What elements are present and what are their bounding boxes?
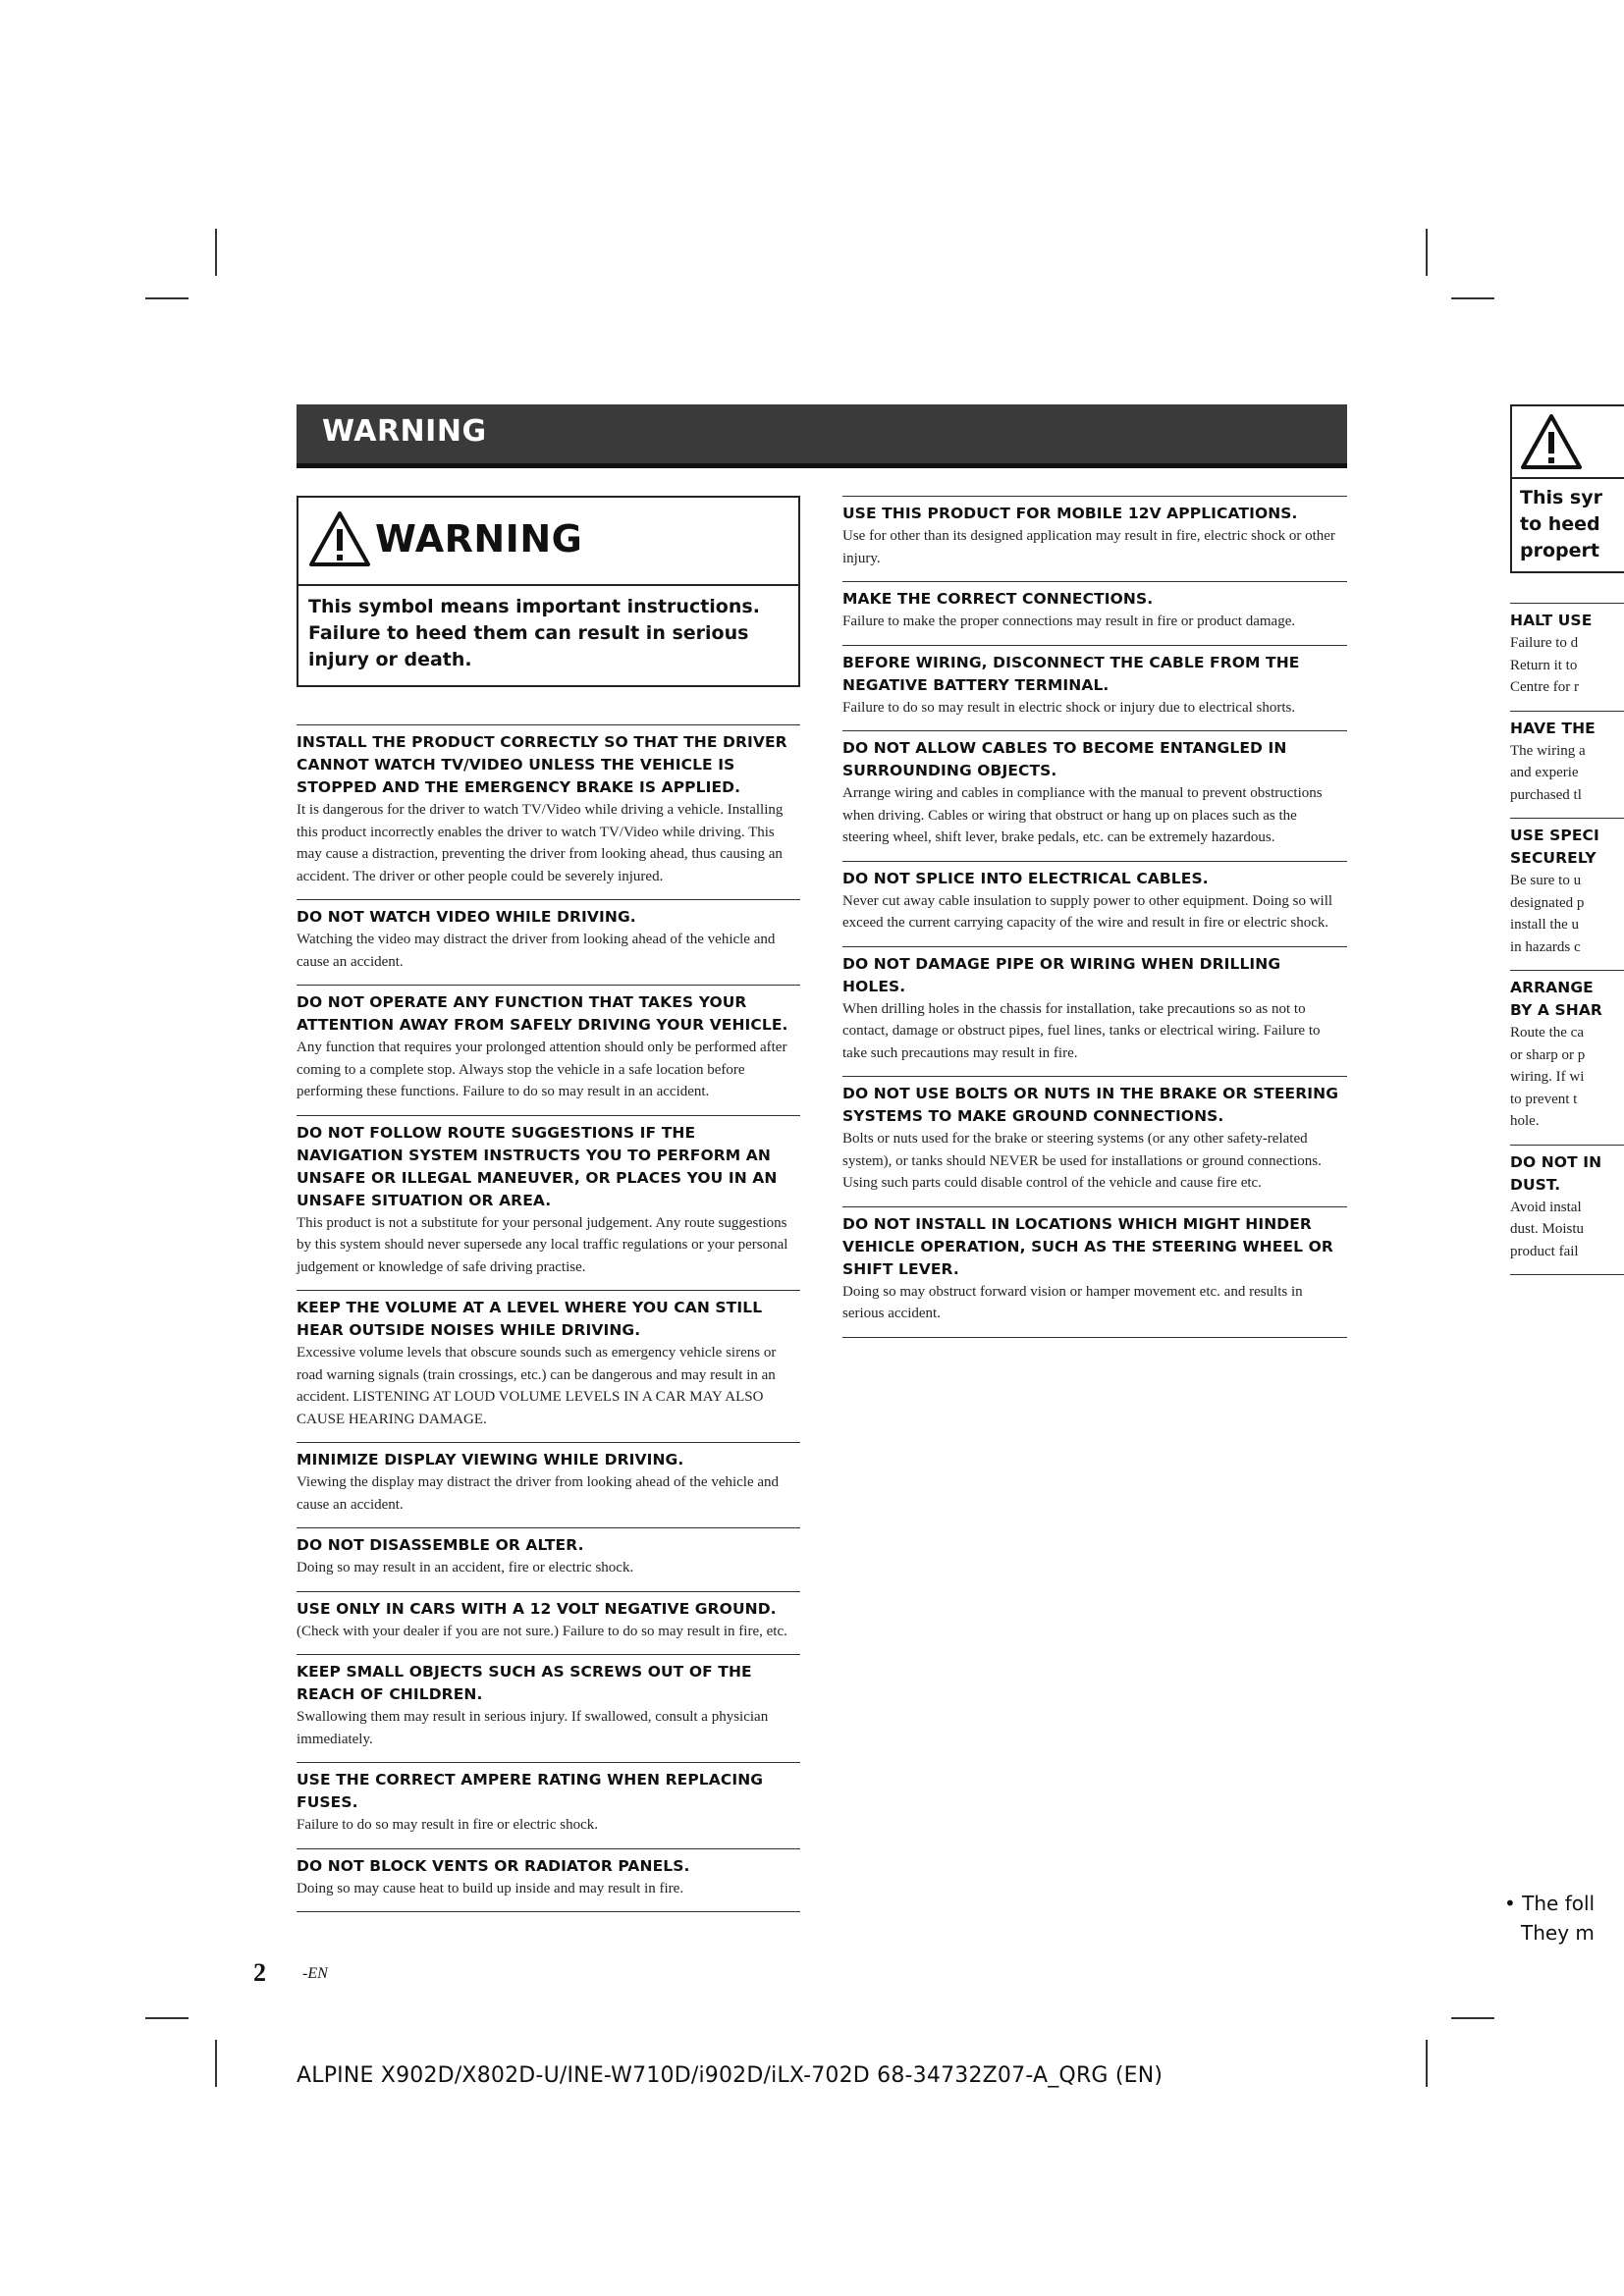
bleed-section-body: designated p	[1510, 894, 1585, 911]
bleed-note-line: • The foll	[1504, 1892, 1596, 1915]
crop-mark	[1451, 297, 1494, 299]
warning-box-title: WARNING	[375, 517, 583, 561]
bleed-box-text	[1520, 485, 1602, 564]
crop-mark	[145, 297, 189, 299]
crop-mark	[1426, 229, 1428, 276]
warning-triangle-icon	[308, 509, 371, 568]
section-heading: DO NOT DAMAGE PIPE OR WIRING WHEN DRILLING HOLES.	[842, 954, 1281, 995]
section-heading: USE THE CORRECT AMPERE RATING WHEN REPLACING FUSES.	[297, 1771, 764, 1811]
bleed-box-line: This syr	[1520, 487, 1602, 508]
section-body: Watching the video may distract the driver from looking ahead of the vehicle and cause an accident.	[297, 932, 776, 970]
crop-mark	[215, 229, 217, 276]
warning-banner	[297, 404, 1347, 468]
bleed-section-body: and experie	[1510, 765, 1579, 780]
section-heading: DO NOT OPERATE ANY FUNCTION THAT TAKES YOUR ATTENTION AWAY FROM SAFELY DRIVING YOUR VEHICLE.	[297, 993, 788, 1034]
section-body: Doing so may obstruct forward vision or hamper movement etc. and results in serious accident.	[842, 1283, 1303, 1321]
middle-sections	[842, 496, 1347, 1337]
section-heading: INSTALL THE PRODUCT CORRECTLY SO THAT THE DRIVER CANNOT WATCH TV/VIDEO UNLESS THE VEHICLE IS STOPPED AND THE EMERGENCY BRAKE IS APPLIED.	[297, 733, 787, 796]
bleed-section-body: Return it to	[1510, 657, 1578, 673]
warning-section	[842, 581, 1347, 645]
bleed-section-body: Route the ca	[1510, 1025, 1584, 1041]
bleed-section-body: install the u	[1510, 917, 1579, 933]
section-heading: MINIMIZE DISPLAY VIEWING WHILE DRIVING.	[297, 1451, 684, 1468]
middle-column	[842, 496, 1347, 1338]
warning-triangle-icon	[1520, 412, 1583, 471]
section-divider	[842, 1337, 1347, 1338]
warning-section	[297, 1527, 800, 1591]
page-language-suffix: -EN	[302, 1965, 328, 1982]
bleed-box-line: propert	[1520, 540, 1599, 561]
section-heading: MAKE THE CORRECT CONNECTIONS.	[842, 590, 1154, 608]
bleed-section-body: to prevent t	[1510, 1091, 1578, 1107]
warning-section	[297, 1848, 800, 1912]
bleed-section-body: purchased tl	[1510, 786, 1582, 803]
bleed-section	[1510, 603, 1624, 711]
warning-box	[297, 496, 800, 687]
bleed-box-line: to heed	[1520, 513, 1600, 535]
warning-section	[297, 985, 800, 1115]
warning-section	[842, 730, 1347, 861]
warning-section	[297, 1442, 800, 1527]
section-body: Swallowing them may result in serious injury. If swallowed, consult a physician immediately.	[297, 1709, 769, 1747]
section-body: Any function that requires your prolonged attention should only be performed after coming to a complete stop. Always stop the vehicle in a safe location before performing these functions. Failure to do so may result in an accident.	[297, 1040, 787, 1099]
bleed-section-body: dust. Moistu	[1510, 1221, 1585, 1237]
section-heading: KEEP THE VOLUME AT A LEVEL WHERE YOU CAN STILL HEAR OUTSIDE NOISES WHILE DRIVING.	[297, 1299, 763, 1339]
bleed-section-heading: ARRANGE	[1510, 979, 1594, 996]
section-body: Use for other than its designed application may result in fire, electric shock or other injury.	[842, 528, 1335, 566]
section-heading: DO NOT USE BOLTS OR NUTS IN THE BRAKE OR STEERING SYSTEMS TO MAKE GROUND CONNECTIONS.	[842, 1085, 1339, 1125]
section-body: This product is not a substitute for your personal judgement. Any route suggestions by this system should never supersede any local traffic regulations or your personal judgement or knowledge of safe driving practise.	[297, 1214, 788, 1275]
section-heading: DO NOT INSTALL IN LOCATIONS WHICH MIGHT HINDER VEHICLE OPERATION, SUCH AS THE STEERING WHEEL OR SHIFT LEVER.	[842, 1214, 1333, 1278]
section-body: Doing so may result in an accident, fire or electric shock.	[297, 1560, 634, 1575]
left-sections	[297, 724, 800, 1911]
crop-mark	[215, 2040, 217, 2087]
section-heading: USE ONLY IN CARS WITH A 12 VOLT NEGATIVE GROUND.	[297, 1599, 777, 1618]
crop-mark	[145, 2017, 189, 2019]
warning-section	[842, 1206, 1347, 1337]
bleed-section-body: Centre for r	[1510, 679, 1579, 695]
bleed-box-divider	[1512, 477, 1624, 479]
section-body: Viewing the display may distract the driver from looking ahead of the vehicle and cause an accident.	[297, 1474, 780, 1513]
bleed-note	[1504, 1889, 1624, 1948]
bleed-section-body: wiring. If wi	[1510, 1069, 1585, 1085]
bleed-section-body: The wiring a	[1510, 742, 1586, 759]
bleed-section	[1510, 818, 1624, 970]
bleed-section-heading: HAVE THE	[1510, 719, 1596, 737]
bleed-section-body: hole.	[1510, 1113, 1540, 1129]
section-heading: DO NOT FOLLOW ROUTE SUGGESTIONS IF THE NAVIGATION SYSTEM INSTRUCTS YOU TO PERFORM AN UNSAFE OR ILLEGAL MANEUVER, OR PLACES YOU IN AN UNSAFE SITUATION OR AREA.	[297, 1123, 778, 1209]
bleed-section-body: in hazards c	[1510, 938, 1581, 955]
bleed-section-heading: BY A SHAR	[1510, 1001, 1602, 1019]
section-body: Never cut away cable insulation to supply power to other equipment. Doing so will exceed the current carrying capacity of the wire and result in fire or electric shock.	[842, 892, 1333, 931]
section-body: It is dangerous for the driver to watch TV/Video while driving a vehicle. Installing this product incorrectly enables the driver to watch TV/Video while driving. This may cause a distraction, preventing the driver from looking ahead, thus causing an accident. The driver or other people could be severely injured.	[297, 802, 784, 884]
warning-section	[297, 1290, 800, 1442]
section-body: Failure to do so may result in fire or electric shock.	[297, 1817, 598, 1833]
section-heading: KEEP SMALL OBJECTS SUCH AS SCREWS OUT OF THE REACH OF CHILDREN.	[297, 1663, 752, 1703]
bleed-section	[1510, 970, 1624, 1145]
bleed-section-body: or sharp or p	[1510, 1046, 1586, 1063]
section-heading: USE THIS PRODUCT FOR MOBILE 12V APPLICATIONS.	[842, 505, 1298, 522]
warning-box-header	[298, 498, 798, 586]
bleed-section	[1510, 1145, 1624, 1275]
banner-title: WARNING	[322, 414, 487, 449]
warning-section	[297, 1762, 800, 1848]
bleed-section-heading: HALT USE	[1510, 612, 1593, 629]
bleed-section-body: Failure to d	[1510, 635, 1579, 651]
bleed-section-body: Be sure to u	[1510, 873, 1582, 888]
page-number: 2	[253, 1958, 266, 1987]
section-body: Doing so may cause heat to build up inside and may result in fire.	[297, 1880, 684, 1896]
left-column	[297, 496, 800, 1912]
section-divider	[1510, 1274, 1624, 1275]
bleed-note-line: They m	[1521, 1921, 1595, 1945]
warning-section	[842, 946, 1347, 1077]
crop-mark	[1426, 2040, 1428, 2087]
section-body: When drilling holes in the chassis for installation, take precautions so as not to contact, damage or obstruct pipes, fuel lines, tanks or electrical wiring. Failure to take such precautions may result in fire.	[842, 1000, 1321, 1061]
warning-section	[842, 861, 1347, 946]
section-divider	[297, 1911, 800, 1912]
section-heading: BEFORE WIRING, DISCONNECT THE CABLE FROM THE NEGATIVE BATTERY TERMINAL.	[842, 653, 1300, 694]
warning-section	[297, 1591, 800, 1655]
warning-section	[842, 645, 1347, 731]
warning-box-text: This symbol means important instructions. Failure to heed them can result in serious injury or death.	[308, 596, 760, 670]
footer-model-text: ALPINE X902D/X802D-U/INE-W710D/i902D/iLX-702D 68-34732Z07-A_QRG (EN)	[297, 2063, 1164, 2088]
section-body: (Check with your dealer if you are not sure.) Failure to do so may result in fire, etc.	[297, 1623, 787, 1639]
bleed-section-heading: DUST.	[1510, 1175, 1561, 1194]
warning-section	[297, 899, 800, 985]
section-body: Failure to do so may result in electric shock or injury due to electrical shorts.	[842, 699, 1296, 716]
section-heading: DO NOT SPLICE INTO ELECTRICAL CABLES.	[842, 869, 1209, 887]
crop-mark	[1451, 2017, 1494, 2019]
bleed-warning-box	[1510, 404, 1624, 573]
bleed-section-body: product fail	[1510, 1243, 1579, 1259]
bleed-section	[1510, 711, 1624, 819]
warning-section	[297, 1115, 800, 1291]
section-body: Failure to make the proper connections may result in fire or product damage.	[842, 614, 1296, 629]
bleed-section-body: Avoid instal	[1510, 1199, 1582, 1215]
bleed-section-heading: DO NOT IN	[1510, 1152, 1602, 1171]
bleed-section-heading: SECURELY	[1510, 849, 1597, 867]
section-heading: DO NOT WATCH VIDEO WHILE DRIVING.	[297, 908, 636, 926]
bleed-sections	[1510, 603, 1624, 1274]
section-heading: DO NOT ALLOW CABLES TO BECOME ENTANGLED IN SURROUNDING OBJECTS.	[842, 739, 1287, 779]
bleed-section-heading: USE SPECI	[1510, 827, 1599, 844]
section-body: Arrange wiring and cables in compliance with the manual to prevent obstructions when driving. Cables or wiring that obstruct or hang up on places such as the steering wheel, shift lever, brake pedals, etc. can be extremely hazardous.	[842, 785, 1323, 845]
warning-section	[297, 724, 800, 899]
section-body: Bolts or nuts used for the brake or steering systems (or any other safety-related system), or tanks should NEVER be used for installations or ground connections. Using such parts could disable control of the vehicle and cause fire etc.	[842, 1131, 1322, 1191]
section-heading: DO NOT BLOCK VENTS OR RADIATOR PANELS.	[297, 1856, 690, 1875]
next-page-bleed	[1510, 404, 1624, 1275]
section-heading: DO NOT DISASSEMBLE OR ALTER.	[297, 1536, 584, 1554]
section-body: Excessive volume levels that obscure sounds such as emergency vehicle sirens or road warning signals (train crossings, etc.) can be dangerous and may result in an accident. LISTENING AT LOUD VOLUME LEVELS IN A CAR MAY ALSO CAUSE HEARING DAMAGE.	[297, 1345, 777, 1427]
warning-section	[842, 1076, 1347, 1206]
warning-section	[297, 1654, 800, 1762]
warning-section	[842, 496, 1347, 581]
